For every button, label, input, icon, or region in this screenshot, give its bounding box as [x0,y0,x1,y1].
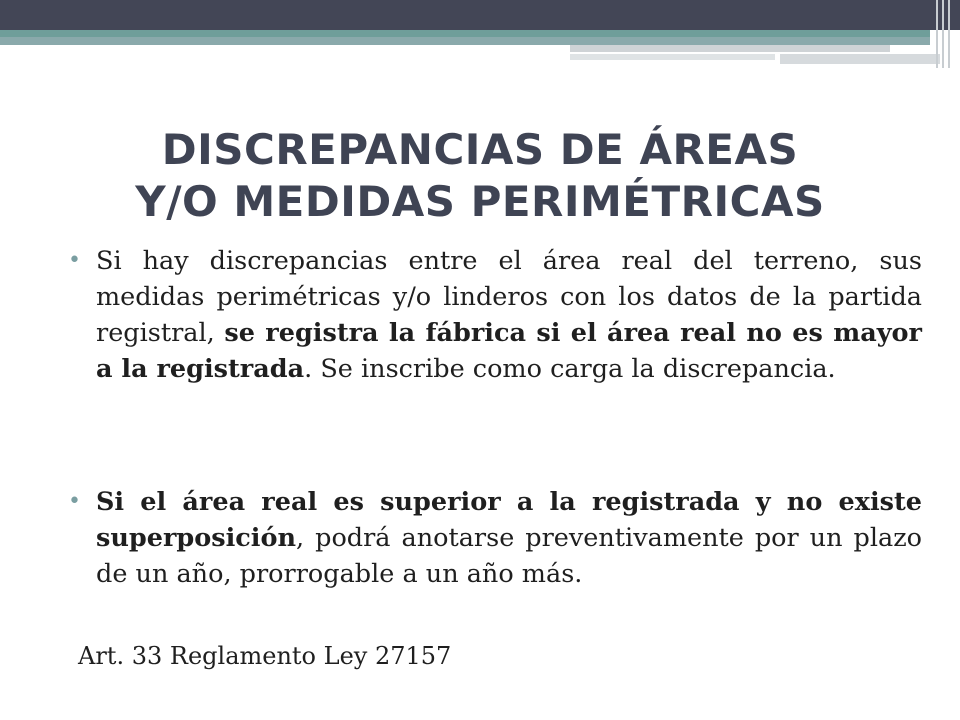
header-silver-line [570,54,775,60]
bullet-item [68,243,922,387]
slide-title-line1: DISCREPANCIAS DE ÁREAS [161,125,799,174]
bullet-text-segment: , podrá anotarse preventivamente por un plazo de un año, prorrogable a un año más. [96,523,922,589]
header-silver-line [570,45,890,52]
header-teal-band-light [0,37,930,45]
bullet-dot-icon: • [68,248,81,273]
header-silver-line [780,54,940,64]
footer-reference: Art. 33 Reglamento Ley 27157 [78,642,452,670]
slide-title-line2: Y/O MEDIDAS PERIMÉTRICAS [135,177,825,226]
bullet-text [74,484,922,592]
bullet-text-segment: . Se inscribe como carga la discrepancia. [304,354,836,384]
bullet-dot-icon: • [68,489,81,514]
header-edge-line [942,0,944,68]
bullet-item [68,484,922,592]
header-edge-line [936,0,938,68]
bullet-text [74,243,922,387]
bullet-bold-text: Si el área real es superior a la registrada y no existe superposición [96,487,922,553]
header-edge-line [948,0,950,68]
slide-title [0,124,960,228]
bullet-bold-text: se registra la fábrica si el área real no es mayor a la registrada [96,318,922,384]
bullet-text-segment: Si hay discrepancias entre el área real del terreno, sus medidas perimétricas y/o linderos con los datos de la partida registral, [96,246,922,348]
header-dark-band [0,0,960,30]
header-teal-band [0,30,930,37]
